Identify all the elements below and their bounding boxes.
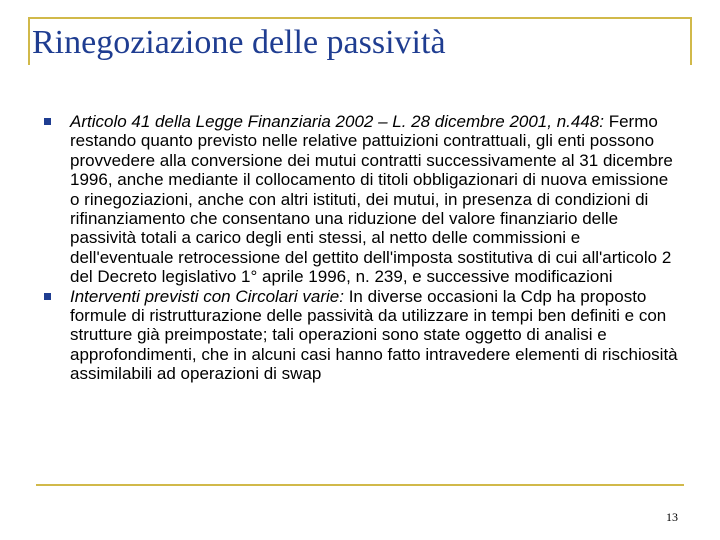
bullet-text: Fermo restando quanto previsto nelle relative pattuizioni contrattuali, gli enti possono provvedere alla conversione dei mutui contratti successivamente al 31 dicembre 1996, anche mediante il collocamento di titoli obbligazionari di nuova emissione o rinegoziazioni, anche con altri istituti, dei mutui, in presenza di condizioni di rifinanziamento che consentano una riduzione del valore finanziario delle passività totali a carico degli enti stessi, al netto delle commissioni e dell'eventuale retrocessione del gettito dell'imposta sostitutiva di cui all'articolo 2 del Decreto legislativo 1° aprile 1996, n. 239, e successive modificazioni: [70, 112, 673, 287]
footer-divider: [36, 484, 684, 486]
bullet-lead: Interventi previsti con Circolari varie:: [70, 286, 344, 306]
bullet-list: [40, 112, 680, 384]
bullet-item: [40, 287, 680, 384]
page-number: 13: [666, 510, 678, 524]
square-bullet-icon: [44, 293, 51, 300]
bullet-text: In diverse occasioni la Cdp ha proposto formule di ristrutturazione delle passività da utilizzare in tempi ben definiti e con strutture già preimpostate; tali operazioni sono state oggetto di analisi e approfondimenti, che in alcuni casi hanno fatto intravedere elementi di rischiosità assimilabili ad operazioni di swap: [70, 286, 678, 384]
slide-title: Rinegoziazione delle passività: [32, 24, 446, 61]
bullet-item: [40, 112, 680, 287]
square-bullet-icon: [44, 118, 51, 125]
bullet-lead: Articolo 41 della Legge Finanziaria 2002 – L. 28 dicembre 2001, n.448:: [70, 112, 604, 131]
